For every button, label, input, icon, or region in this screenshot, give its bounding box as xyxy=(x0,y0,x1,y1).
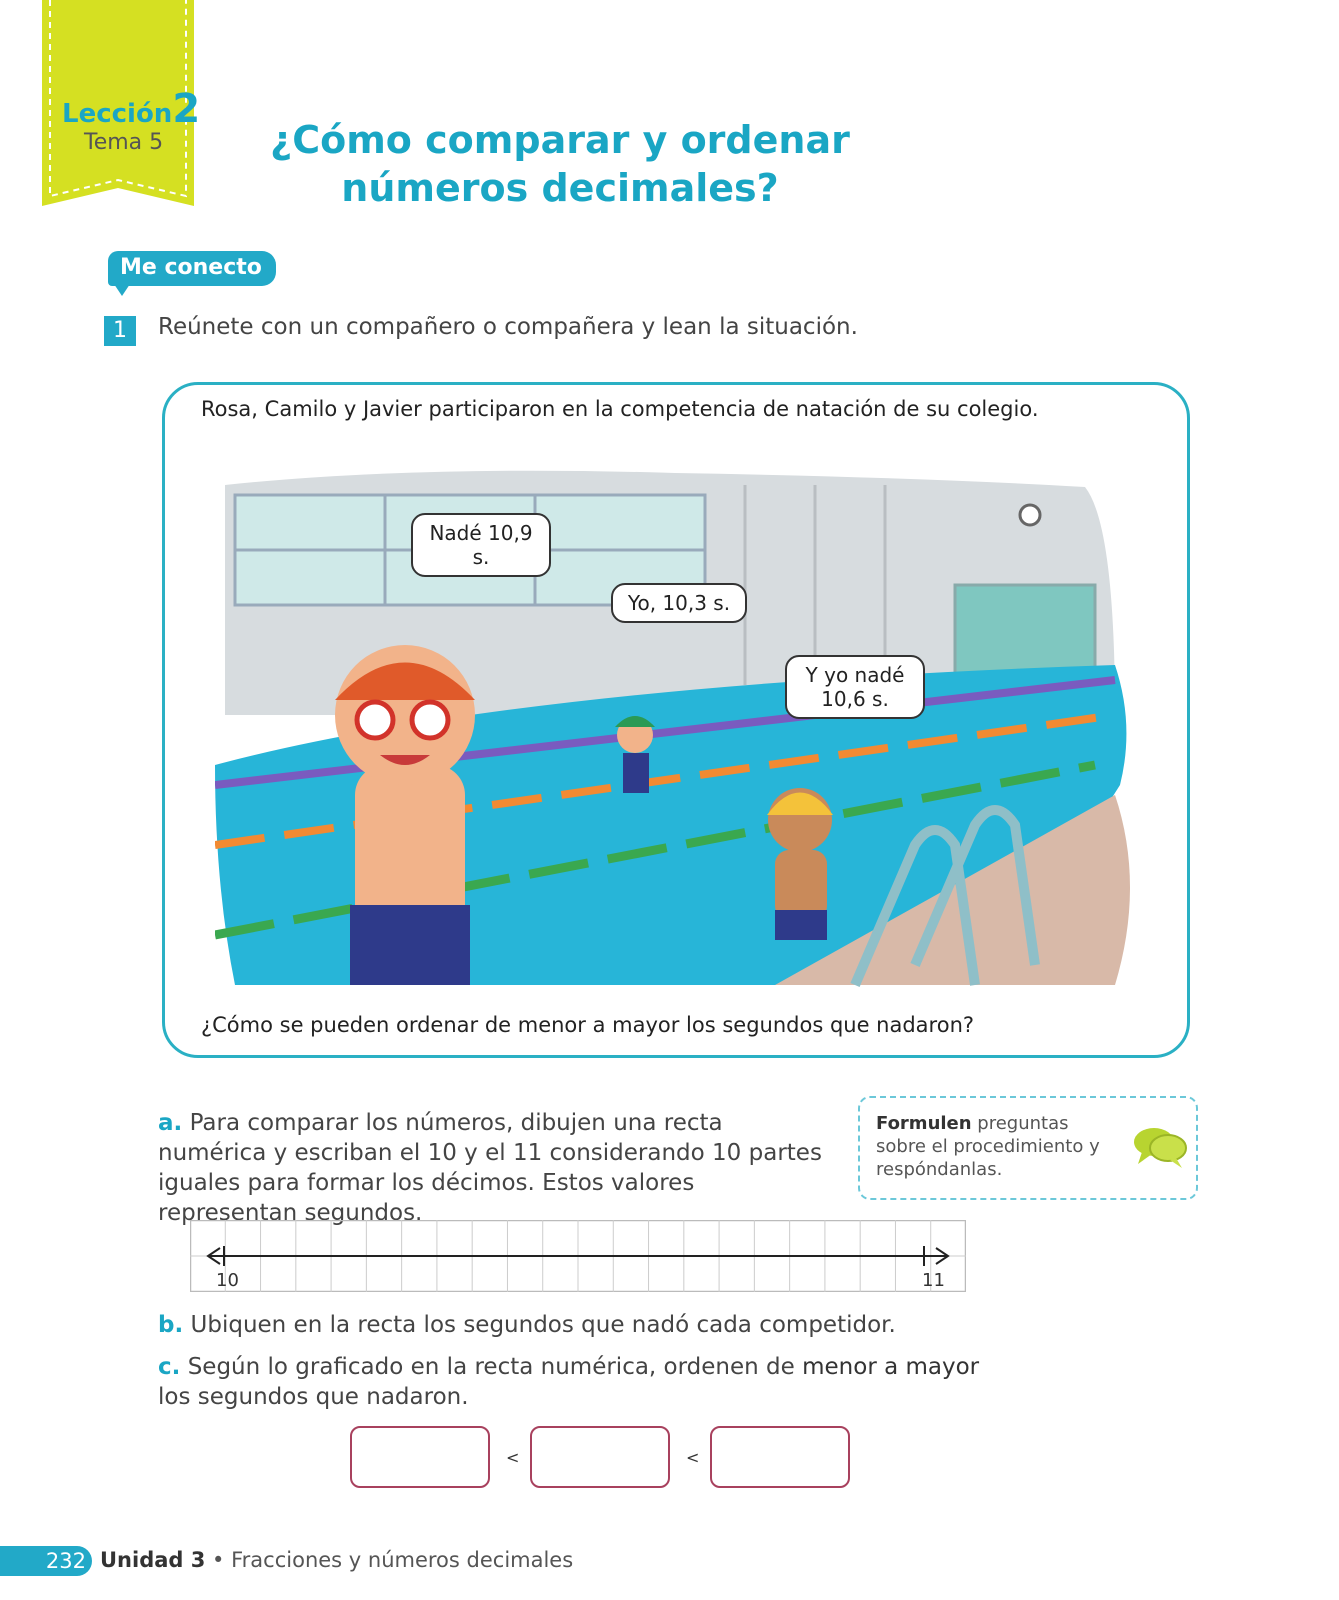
speech-bubbles-icon xyxy=(1132,1124,1188,1170)
part-a-letter: a. xyxy=(158,1110,183,1136)
answer-box-2[interactable] xyxy=(530,1426,670,1488)
title-line-1: ¿Cómo comparar y ordenar xyxy=(270,118,850,162)
activity-instruction: Reúnete con un compañero o compañera y lean la situación. xyxy=(158,314,858,340)
footer-topic: Fracciones y números decimales xyxy=(231,1548,574,1572)
number-line-start-label: 10 xyxy=(216,1270,239,1291)
footer-separator: • xyxy=(205,1548,232,1572)
hint-text xyxy=(876,1112,1116,1181)
part-b-text: Ubiquen en la recta los segundos que nadó cada competidor. xyxy=(190,1312,896,1338)
story-box xyxy=(162,382,1190,1058)
lesson-number: 2 xyxy=(172,86,201,132)
less-than-sign-1: < xyxy=(506,1448,520,1467)
number-line-grid[interactable] xyxy=(190,1220,966,1292)
activity-number: 1 xyxy=(104,316,136,346)
part-b-letter: b. xyxy=(158,1312,184,1338)
section-tag: Me conecto xyxy=(108,251,276,286)
part-a-text: Para comparar los números, dibujen una recta numérica y escriban el 10 y el 11 considerando 10 partes iguales para formar los décimos. Estos valores representan segundos. xyxy=(158,1110,822,1226)
less-than-sign-2: < xyxy=(686,1448,700,1467)
part-c xyxy=(158,1352,998,1412)
speech-bubble-3-line-2: 10,6 s. xyxy=(821,687,889,711)
footer-text xyxy=(100,1548,573,1572)
footer-unit: Unidad 3 xyxy=(100,1548,206,1572)
hint-bold: Formulen xyxy=(876,1113,972,1134)
part-c-letter: c. xyxy=(158,1354,181,1380)
part-c-text-pre: Según lo graficado en la recta numérica, ordenen de xyxy=(187,1354,803,1380)
story-question: ¿Cómo se pueden ordenar de menor a mayor los segundos que nadaron? xyxy=(201,1013,975,1037)
theme-label: Tema 5 xyxy=(84,130,164,155)
answer-box-3[interactable] xyxy=(710,1426,850,1488)
lesson-tab xyxy=(42,0,201,212)
part-c-emphasis: menor a mayor xyxy=(802,1354,980,1380)
part-a xyxy=(158,1108,838,1228)
speech-bubble-3-line-1: Y yo nadé xyxy=(805,663,905,687)
page-title xyxy=(250,116,870,212)
lesson-label: Lección2 xyxy=(62,86,201,132)
hint-rest: preguntas sobre el procedimiento y respóndanlas. xyxy=(876,1113,1100,1180)
pool-illustration xyxy=(215,465,1145,995)
story-intro: Rosa, Camilo y Javier participaron en la competencia de natación de su colegio. xyxy=(201,397,1039,421)
number-line-end-label: 11 xyxy=(922,1270,945,1291)
speech-bubble-2: Yo, 10,3 s. xyxy=(611,583,747,623)
speech-bubble-1: Nadé 10,9 s. xyxy=(411,513,551,577)
answer-box-1[interactable] xyxy=(350,1426,490,1488)
title-line-2: números decimales? xyxy=(341,166,779,210)
speech-bubble-3 xyxy=(785,655,925,719)
part-c-text-post: los segundos que nadaron. xyxy=(158,1384,469,1410)
page-number: 232 xyxy=(0,1546,92,1576)
hint-box xyxy=(858,1096,1198,1200)
part-b xyxy=(158,1310,1158,1340)
